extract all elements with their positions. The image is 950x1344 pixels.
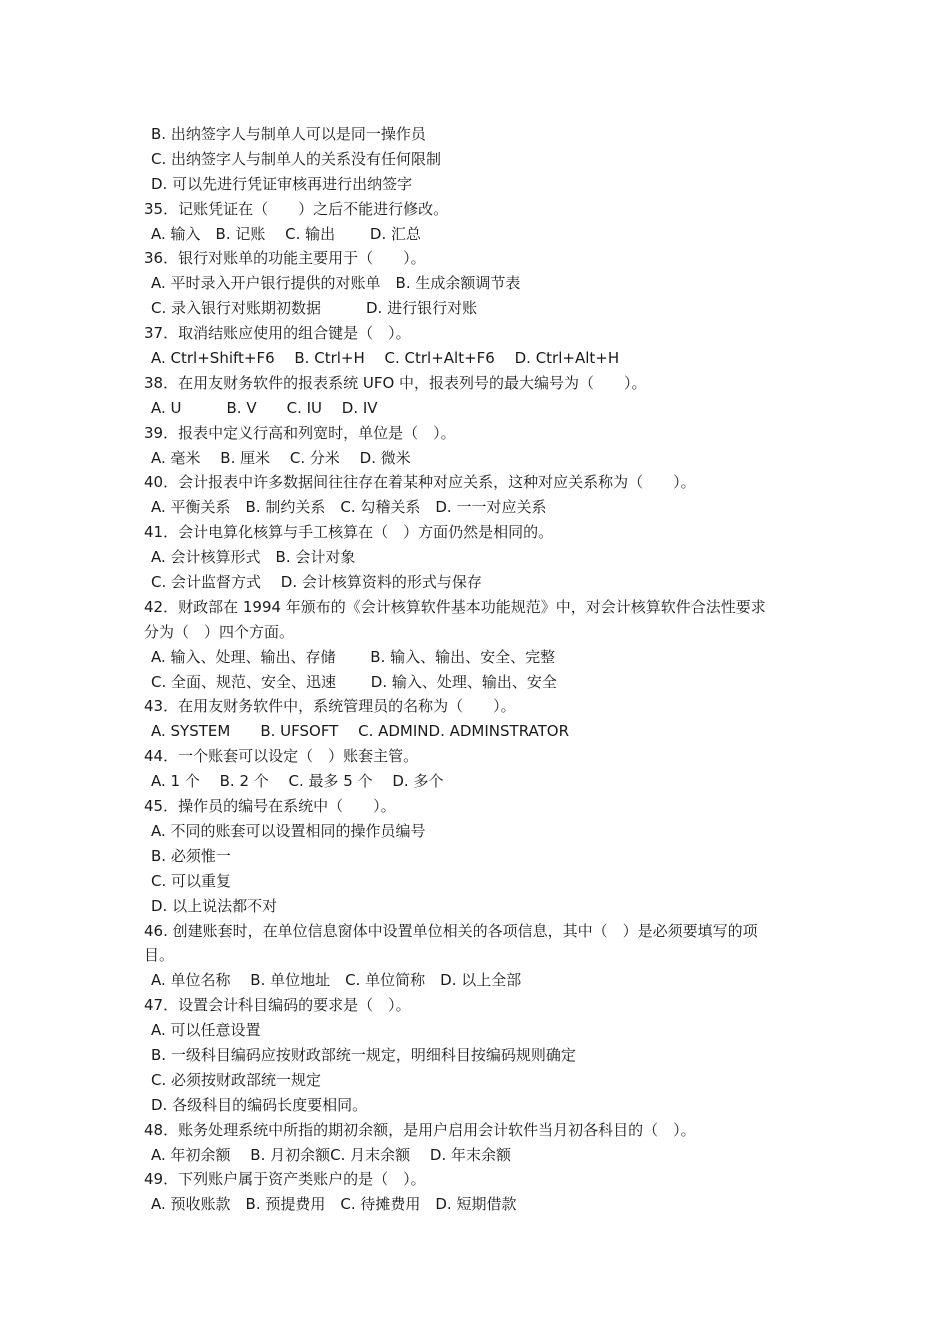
answer-option-line: A. SYSTEM B. UFSOFT C. ADMIND. ADMINSTRATOR (151, 722, 569, 741)
question-line: 39．报表中定义行高和列宽时，单位是（ ）。 (144, 423, 456, 442)
answer-option-line: A. 不同的账套可以设置相同的操作员编号 (151, 821, 426, 840)
question-continuation: 分为（ ）四个方面。 (144, 622, 295, 641)
answer-option-line: C. 必须按财政部统一规定 (151, 1070, 322, 1089)
answer-option-line: D. 各级科目的编码长度要相同。 (151, 1095, 368, 1114)
answer-option-line: C. 录入银行对账期初数据 D. 进行银行对账 (151, 299, 478, 318)
answer-option-line: A. 输入、处理、输出、存储 B. 输入、输出、安全、完整 (151, 647, 556, 666)
answer-option-line: A. 年初余额 B. 月初余额C. 月末余额 D. 年末余额 (151, 1145, 511, 1164)
answer-option-line: B. 一级科目编码应按财政部统一规定，明细科目按编码规则确定 (151, 1045, 576, 1064)
answer-option-line: C. 会计监督方式 D. 会计核算资料的形式与保存 (151, 573, 482, 592)
answer-option-line: A. 输入 B. 记账 C. 输出 D. 汇总 (151, 224, 421, 243)
answer-option-line: B. 必须惟一 (151, 846, 231, 865)
answer-option-line: A. Ctrl+Shift+F6 B. Ctrl+H C. Ctrl+Alt+F6 D. Ctrl+Alt+H (151, 349, 620, 368)
question-line: 43．在用友财务软件中，系统管理员的名称为（ ）。 (144, 697, 516, 716)
question-line: 49．下列账户属于资产类账户的是（ ）。 (144, 1170, 426, 1189)
question-line: 35．记账凭证在（ ）之后不能进行修改。 (144, 199, 449, 218)
answer-option-line: D. 可以先进行凭证审核再进行出纳签字 (151, 174, 413, 193)
answer-option-line: B. 出纳签字人与制单人可以是同一操作员 (151, 125, 426, 143)
question-line: 45．操作员的编号在系统中（ ）。 (144, 797, 396, 816)
question-line: 38．在用友财务软件的报表系统 UFO 中，报表列号的最大编号为（ ）。 (144, 373, 647, 392)
answer-option-line: A. 会计核算形式 B. 会计对象 (151, 548, 356, 567)
answer-option-line: A. 预收账款 B. 预提费用 C. 待摊费用 D. 短期借款 (151, 1195, 517, 1214)
question-line: 41．会计电算化核算与手工核算在（ ）方面仍然是相同的。 (144, 523, 554, 542)
question-continuation: 目。 (144, 946, 175, 965)
question-line: 44．一个账套可以设定（ ）账套主管。 (144, 747, 419, 766)
answer-option-line: D. 以上说法都不对 (151, 896, 278, 915)
answer-option-line: A. 平时录入开户银行提供的对账单 B. 生成余额调节表 (151, 274, 521, 293)
question-line: 36．银行对账单的功能主要用于（ ）。 (144, 249, 426, 268)
question-line: 42．财政部在 1994 年颁布的《会计核算软件基本功能规范》中，对会计核算软件合法性要求 (144, 597, 766, 616)
answer-option-line: C. 可以重复 (151, 871, 232, 890)
answer-option-line: A. 可以任意设置 (151, 1021, 261, 1040)
question-line: 47．设置会计科目编码的要求是（ ）。 (144, 996, 411, 1015)
answer-option-line: C. 全面、规范、安全、迅速 D. 输入、处理、输出、安全 (151, 672, 557, 691)
question-line: 48．账务处理系统中所指的期初余额，是用户启用会计软件当月初各科目的（ ）。 (144, 1120, 696, 1139)
answer-option-line: C. 出纳签字人与制单人的关系没有任何限制 (151, 149, 442, 168)
question-line: 46. 创建账套时，在单位信息窗体中设置单位相关的各项信息，其中（ ）是必须要填写的项 (144, 921, 758, 940)
answer-option-line: A. 1 个 B. 2 个 C. 最多 5 个 D. 多个 (151, 772, 444, 791)
answer-option-line: A. 平衡关系 B. 制约关系 C. 勾稽关系 D. 一一对应关系 (151, 498, 547, 517)
question-list (144, 122, 814, 1217)
question-line: 37．取消结账应使用的组合键是（ ）。 (144, 324, 411, 343)
answer-option-line: A. 毫米 B. 厘米 C. 分米 D. 微米 (151, 448, 411, 467)
answer-option-line: A. U B. V C. IU D. IV (151, 398, 378, 417)
answer-option-line: A. 单位名称 B. 单位地址 C. 单位简称 D. 以上全部 (151, 971, 522, 990)
question-line: 40．会计报表中许多数据间往往存在着某种对应关系，这种对应关系称为（ ）。 (144, 473, 696, 492)
